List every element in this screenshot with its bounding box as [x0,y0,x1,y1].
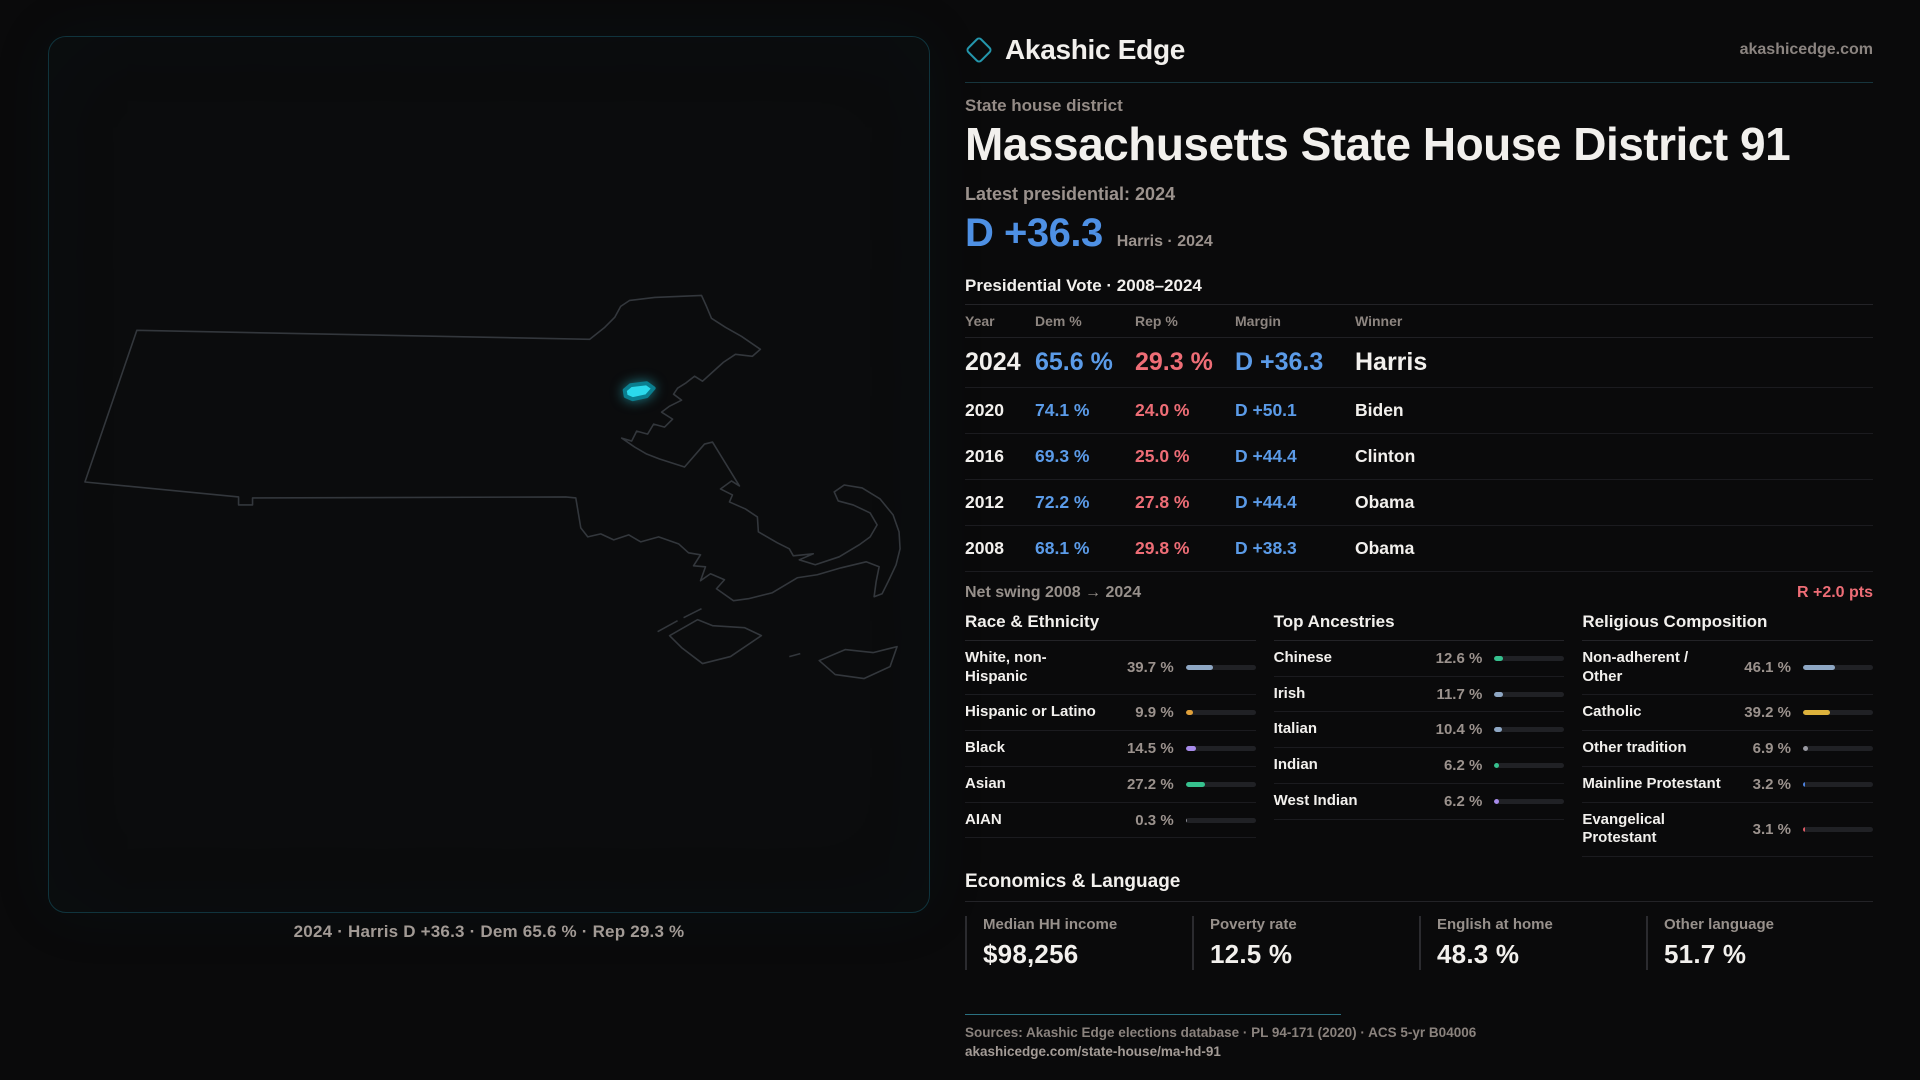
row-value: 6.2 % [1443,792,1483,810]
panel-title: Race & Ethnicity [965,611,1100,631]
table-row [965,480,1873,526]
stat-other-language [1646,916,1873,970]
stat-value: $98,256 [983,939,1079,970]
col-year: Year [965,312,995,329]
diamond-logo-icon [965,36,993,64]
row-label: Hispanic or Latino [965,703,1096,721]
bar-track [1494,799,1564,804]
col-margin: Margin [1235,312,1281,329]
cell-year: 2020 [965,399,1004,420]
cell-year: 2012 [965,491,1004,512]
row-value: 46.1 % [1744,659,1791,677]
cell-margin: D +44.4 [1235,445,1297,466]
list-item [1274,641,1565,677]
row-label: AIAN [965,810,1002,828]
row-label: Catholic [1582,703,1642,721]
list-item [1582,767,1873,803]
bar-track [1186,665,1256,670]
cell-rep: 29.8 % [1135,537,1190,558]
nantucket-outline [819,647,897,679]
stat-label: Median HH income [983,916,1118,934]
cell-rep: 27.8 % [1135,491,1190,512]
cell-margin: D +44.4 [1235,491,1297,512]
economics-title: Economics & Language [965,871,1181,893]
row-value: 3.1 % [1752,820,1791,838]
stat-poverty-rate [1192,916,1419,970]
row-value: 0.3 % [1135,811,1174,829]
economics-section [965,871,1873,970]
bar-track [1494,763,1564,768]
cell-winner: Obama [1355,537,1415,558]
panel-top-ancestries [1274,612,1565,857]
row-value: 39.7 % [1126,659,1174,677]
cell-rep: 24.0 % [1135,399,1190,420]
list-item [1274,748,1565,784]
bar-track [1803,827,1873,832]
bar-track [1186,782,1256,787]
list-item [1582,641,1873,696]
row-label: West Indian [1273,791,1358,809]
row-value: 12.6 % [1435,649,1483,667]
cell-rep: 29.3 % [1135,347,1213,376]
headline-margin-sub: Harris · 2024 [1116,232,1213,250]
cell-dem: 74.1 % [1035,399,1090,420]
bar-fill [1186,665,1214,670]
cell-year: 2008 [965,537,1004,558]
col-dem: Dem % [1035,312,1082,329]
net-swing-row [965,572,1873,606]
row-label: Chinese [1273,648,1333,666]
list-item [1582,731,1873,767]
stat-median-income [965,916,1192,970]
row-value: 3.2 % [1752,775,1791,793]
table-row [965,434,1873,480]
header-divider [965,82,1873,83]
map-caption: 2024 · Harris D +36.3 · Dem 65.6 % · Rep 29.3 % [293,922,685,941]
sources-line: Sources: Akashic Edge elections database · PL 94-171 (2020) · ACS 5-yr B04006 [965,1025,1477,1041]
list-item [1274,712,1565,748]
row-label: Irish [1273,684,1306,702]
cell-year: 2016 [965,445,1004,466]
stat-value: 12.5 % [1210,939,1293,970]
bar-track [1186,746,1256,751]
list-item [1274,784,1565,820]
bar-fill [1494,727,1501,732]
headline-margin-row [965,211,1873,256]
row-value: 10.4 % [1435,721,1483,739]
bar-track [1494,656,1564,661]
bar-fill [1494,763,1498,768]
stat-label: Poverty rate [1210,916,1297,934]
massachusetts-map [49,37,929,912]
state-map-panel [48,36,930,913]
district-91-shape[interactable] [625,383,654,399]
latest-presidential-label: Latest presidential: 2024 [965,183,1176,204]
bar-fill [1494,656,1503,661]
row-label: Asian [965,774,1006,792]
row-label: Black [965,739,1006,757]
bar-fill [1186,710,1193,715]
state-outline [85,295,900,678]
bar-track [1186,710,1256,715]
col-winner: Winner [1355,312,1403,329]
bar-fill [1803,746,1808,751]
table-row [965,338,1873,388]
stat-value: 48.3 % [1437,939,1520,970]
cell-margin: D +50.1 [1235,399,1297,420]
report-content [965,28,1873,1059]
cell-rep: 25.0 % [1135,445,1190,466]
row-value: 14.5 % [1126,740,1174,758]
list-item [965,695,1256,731]
list-item [965,641,1256,696]
row-value: 39.2 % [1744,704,1791,722]
list-item [965,803,1256,839]
col-rep: Rep % [1135,312,1178,329]
bar-track [1494,692,1564,697]
bar-fill [1186,746,1196,751]
permalink[interactable]: akashicedge.com/state-house/ma-hd-91 [965,1044,1221,1060]
cell-margin: D +36.3 [1235,347,1324,376]
brand-name: Akashic Edge [1005,34,1186,65]
net-swing-value: R +2.0 pts [1796,583,1873,601]
economics-stats [965,902,1873,970]
row-value: 6.2 % [1443,757,1483,775]
bar-fill [1494,692,1502,697]
row-label: Italian [1273,720,1318,738]
cell-dem: 72.2 % [1035,491,1090,512]
row-label: Indian [1273,756,1318,774]
bar-fill [1803,782,1805,787]
mainland-outline [85,295,900,600]
brand-header [965,28,1873,72]
bar-track [1494,727,1564,732]
list-item [965,731,1256,767]
stat-english-at-home [1419,916,1646,970]
list-item [1582,803,1873,858]
bar-track [1803,746,1873,751]
row-label: White, non-Hispanic [965,648,1047,685]
stat-value: 51.7 % [1664,939,1747,970]
kicker: State house district [965,96,1123,115]
elizabeth-islands-outline [658,609,801,657]
bar-fill [1803,665,1835,670]
row-value: 6.9 % [1752,740,1791,758]
bar-track [1803,782,1873,787]
cell-dem: 68.1 % [1035,537,1090,558]
cell-dem: 65.6 % [1035,347,1113,376]
panel-title: Religious Composition [1582,611,1768,631]
footer-divider [965,1014,1341,1015]
cell-winner: Harris [1355,347,1428,376]
row-label: Other tradition [1582,739,1687,757]
page-title: Massachusetts State House District 91 [965,118,1791,170]
row-value: 9.9 % [1135,704,1174,722]
bar-fill [1803,827,1805,832]
table-row [965,388,1873,434]
stat-label: Other language [1664,916,1775,934]
headline-margin: D +36.3 [965,210,1103,255]
bar-fill [1494,799,1498,804]
vote-table-header [965,304,1873,338]
row-label: Non-adherent / Other [1582,648,1689,685]
bar-track [1803,665,1873,670]
list-item [1582,695,1873,731]
row-value: 11.7 % [1436,685,1483,703]
row-label: Evangelical Protestant [1582,810,1665,847]
cell-dem: 69.3 % [1035,445,1090,466]
cell-winner: Biden [1355,399,1404,420]
panel-title: Top Ancestries [1273,611,1395,631]
table-row [965,526,1873,572]
brand-domain-link[interactable]: akashicedge.com [1739,41,1873,58]
cell-winner: Clinton [1355,445,1416,466]
demographic-panels [965,612,1873,857]
cell-year: 2024 [965,347,1021,376]
bar-fill [1186,782,1205,787]
panel-race-ethnicity [965,612,1256,857]
bar-fill [1803,710,1830,715]
list-item [965,767,1256,803]
bar-track [1803,710,1873,715]
panel-religious-composition [1582,612,1873,857]
list-item [1274,677,1565,713]
cell-winner: Obama [1355,491,1415,512]
bar-track [1186,818,1256,823]
row-value: 27.2 % [1126,775,1174,793]
row-label: Mainline Protestant [1582,774,1721,792]
cell-margin: D +38.3 [1235,537,1297,558]
presidential-vote-table [965,304,1873,572]
stat-label: English at home [1437,916,1553,934]
vote-table-title: Presidential Vote · 2008–2024 [965,275,1202,295]
net-swing-label: Net swing 2008 → 2024 [965,583,1142,601]
marthas-vineyard-outline [670,620,762,664]
footer [965,1014,1873,1059]
